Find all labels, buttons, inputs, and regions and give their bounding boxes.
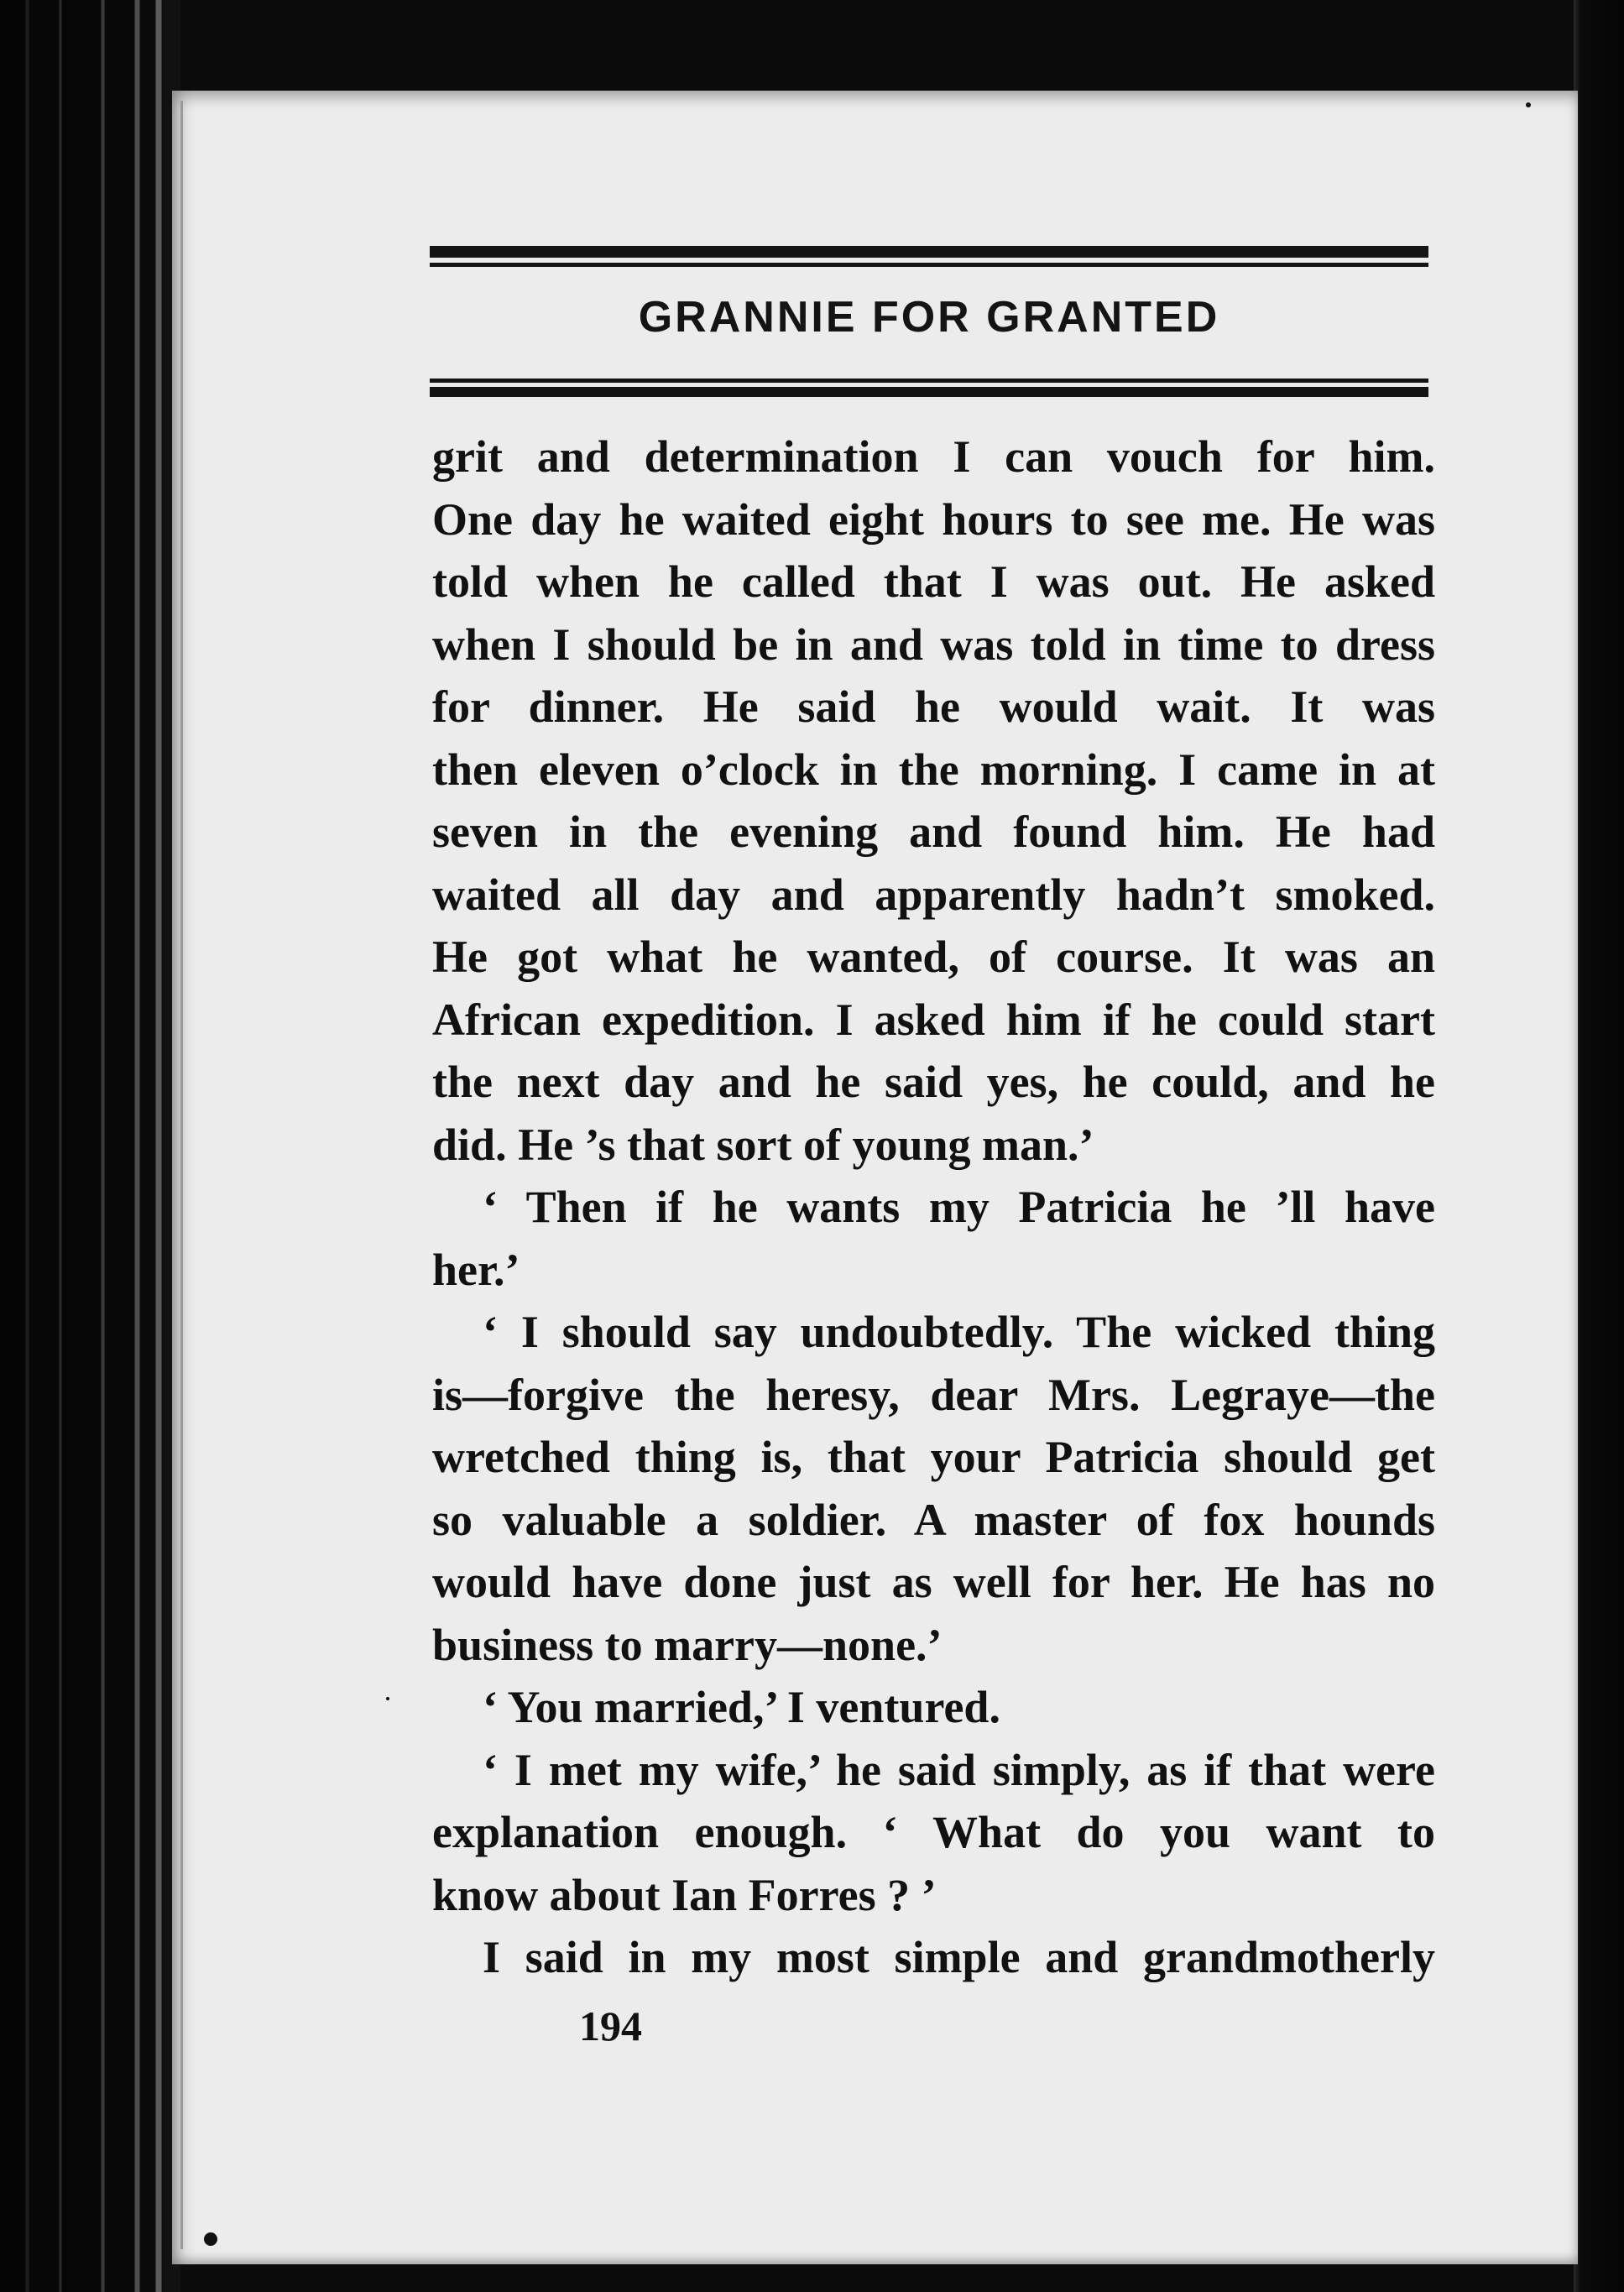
text-line: the next day and he said yes, he could, and he — [432, 1057, 1435, 1107]
text-line: explanation enough. ‘ What do you want to — [432, 1807, 1435, 1857]
header-top-rule-thick — [430, 246, 1428, 258]
text-line: so valuable a soldier. A master of fox hounds — [432, 1494, 1435, 1545]
text-line: ‘ I met my wife,’ he said simply, as if that were — [483, 1744, 1435, 1795]
text-line: He got what he wanted, of course. It was an — [432, 932, 1435, 982]
scan-speck — [1526, 102, 1531, 107]
text-line: One day he waited eight hours to see me. He was — [432, 493, 1435, 545]
text-line: African expedition. I asked him if he could start — [432, 994, 1435, 1045]
text-line: know about Ian Forres ? ’ — [432, 1869, 937, 1920]
text-line: told when he called that I was out. He asked — [432, 556, 1435, 607]
text-line: her.’ — [432, 1244, 520, 1295]
text-line: waited all day and apparently hadn’t smoked. — [432, 869, 1435, 920]
header-top-rule-thin — [430, 263, 1428, 267]
header-bottom-rule — [430, 379, 1428, 400]
text-line: business to marry—none.’ — [432, 1619, 943, 1670]
header-bottom-rule-thick — [430, 387, 1428, 397]
page-number: 194 — [579, 2002, 642, 2049]
text-line: grit and determination I can vouch for him. — [432, 431, 1435, 482]
text-line: ‘ I should say undoubtedly. The wicked thing — [483, 1307, 1435, 1357]
book-spine-edge — [0, 0, 180, 2292]
text-line: did. He ’s that sort of young man.’ — [432, 1119, 1094, 1170]
text-line: wretched thing is, that your Patricia should get — [432, 1432, 1435, 1482]
text-line: would have done just as well for her. He has no — [432, 1557, 1435, 1607]
text-line: seven in the evening and found him. He had — [432, 807, 1435, 857]
header-top-rule — [430, 246, 1428, 269]
text-line: ‘ Then if he wants my Patricia he ’ll have — [483, 1182, 1435, 1232]
running-head: GRANNIE FOR GRANTED — [638, 293, 1220, 342]
header-bottom-rule-thin — [430, 379, 1428, 383]
text-line: then eleven o’clock in the morning. I came in at — [432, 744, 1435, 795]
text-line: is—forgive the heresy, dear Mrs. Legraye—the — [432, 1369, 1435, 1420]
text-line: when I should be in and was told in time to dress — [432, 619, 1435, 670]
scan-speck — [204, 2232, 217, 2246]
page-gutter-line — [180, 101, 183, 2249]
scan-speck — [386, 1697, 389, 1700]
text-line: ‘ You married,’ I ventured. — [483, 1682, 1000, 1732]
text-line: for dinner. He said he would wait. It was — [432, 681, 1435, 732]
text-line: I said in my most simple and grandmotherly — [483, 1932, 1435, 1982]
body-text — [432, 426, 1435, 1989]
book-right-edge — [1574, 0, 1624, 2292]
